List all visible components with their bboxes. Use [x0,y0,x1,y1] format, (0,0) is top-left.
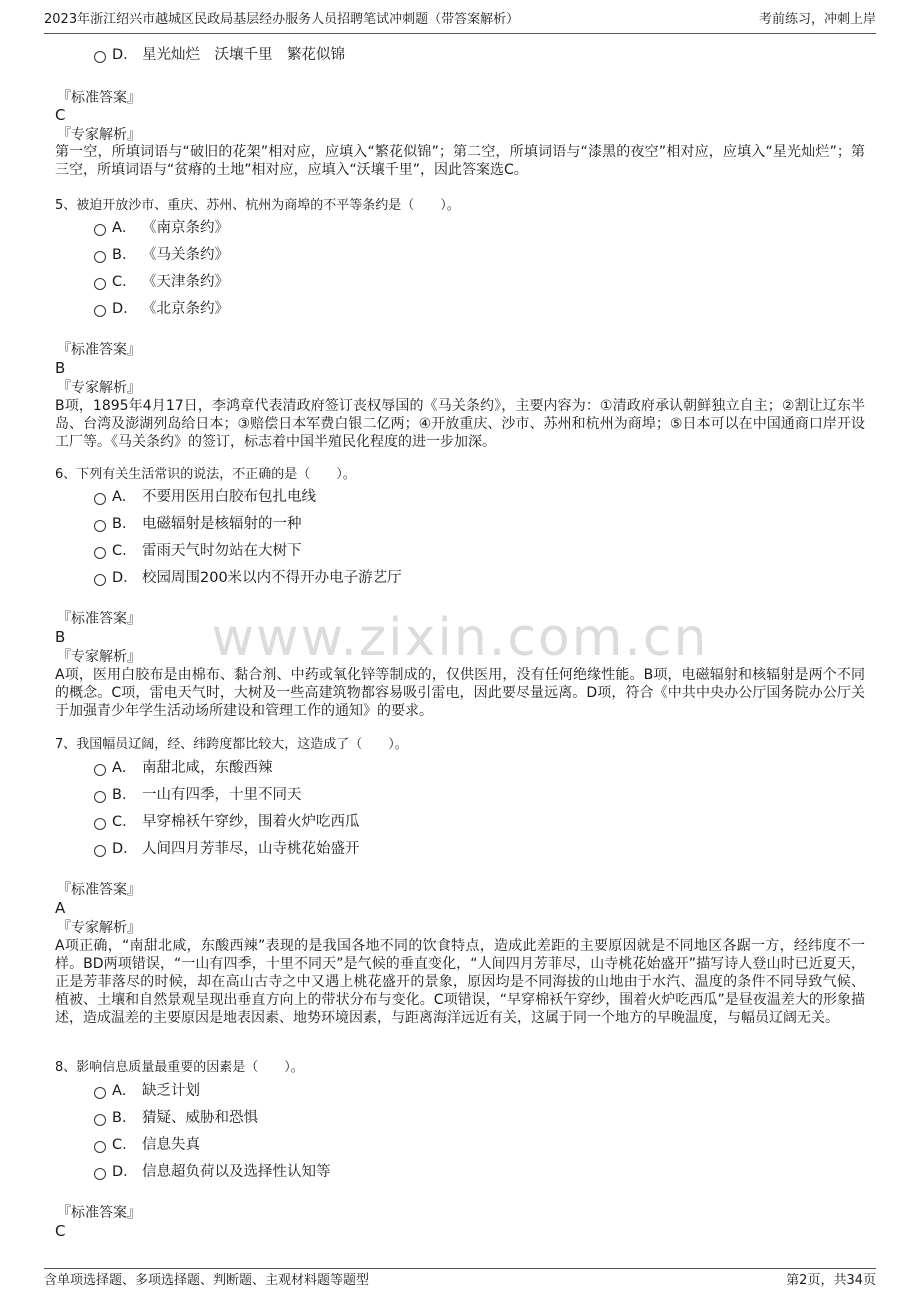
option-c[interactable]: C． 早穿棉袄午穿纱，围着火炉吃西瓜 [94,811,360,833]
option-d[interactable]: D． 校园周围200米以内不得开办电子游艺厅 [94,567,402,589]
expert-analysis-label: 『专家解析』 [57,920,141,936]
option-a[interactable]: A． 南甜北咸，东酸西辣 [94,757,273,779]
option-a[interactable]: A． 缺乏计划 [94,1080,200,1102]
watermark: www.zixin.com.cn [211,608,709,668]
radio-icon[interactable] [94,1114,106,1126]
radio-icon[interactable] [94,547,106,559]
option-a[interactable]: A． 不要用医用白胶布包扎电线 [94,486,316,508]
radio-icon[interactable] [94,51,106,63]
answer-value: B [55,359,66,377]
answer-value: C [55,106,66,124]
question-6: 6、下列有关生活常识的说法，不正确的是（ ）。 [55,467,356,482]
page-number: 第2页，共34页 [786,1273,876,1288]
document-title: 2023年浙江绍兴市越城区民政局基层经办服务人员招聘笔试冲刺题（带答案解析） [44,12,520,27]
expert-analysis-label: 『专家解析』 [57,649,141,665]
option-b[interactable]: B． 《马关条约》 [94,244,229,266]
expert-analysis-label: 『专家解析』 [57,380,141,396]
radio-icon[interactable] [94,791,106,803]
option-a[interactable]: A． 《南京条约》 [94,217,229,239]
option-b[interactable]: B． 猜疑、威胁和恐惧 [94,1107,258,1129]
option-d[interactable]: D． 人间四月芳菲尽，山寺桃花始盛开 [94,838,360,860]
standard-answer-label: 『标准答案』 [57,882,141,898]
answer-value: B [55,628,66,646]
radio-icon[interactable] [94,1141,106,1153]
radio-icon[interactable] [94,1087,106,1099]
option-d[interactable]: D． 信息超负荷以及选择性认知等 [94,1161,331,1183]
option-b[interactable]: B． 电磁辐射是核辐射的一种 [94,513,302,535]
option-b[interactable]: B． 一山有四季，十里不同天 [94,784,302,806]
answer-value: A [55,899,66,917]
analysis-text: A项正确，“南甜北咸，东酸西辣”表现的是我国各地不同的饮食特点，造成此差距的主要原因就是不同地区各踞一方，经纬度不一样。BD两项错误，“一山有四季，十里不同天”是气候的垂直变化，“人间四月芳菲尽，山寺桃花始盛开”描写诗人登山时已近夏天，正是芳菲落尽的时候，却在高山古寺之中又遇上桃花盛开的景象，原因均是不同海拔的山地由于水汽、温度的条件不同导致气候、植被、土壤和自然景观呈现出垂直方向上的带状分布与变化。C项错误，“早穿棉袄午穿纱，围着火炉吃西瓜”是昼夜温差大的形象描述，造成温差的主要原因是地表因素、地势环境因素，与距离海洋远近有关，这属于同一个地方的早晚温度，与幅员辽阔无关。 [55,938,865,1026]
radio-icon[interactable] [94,493,106,505]
question-7: 7、我国幅员辽阔，经、纬跨度都比较大，这造成了（ ）。 [55,737,408,752]
answer-value: C [55,1222,66,1240]
option-d[interactable]: D． 星光灿烂 沃壤千里 繁花似锦 [94,44,345,66]
radio-icon[interactable] [94,574,106,586]
standard-answer-label: 『标准答案』 [57,342,141,358]
radio-icon[interactable] [94,520,106,532]
option-c[interactable]: C． 雷雨天气时勿站在大树下 [94,540,302,562]
radio-icon[interactable] [94,845,106,857]
radio-icon[interactable] [94,818,106,830]
question-8: 8、影响信息质量最重要的因素是（ ）。 [55,1060,304,1075]
radio-icon[interactable] [94,764,106,776]
analysis-text: 第一空，所填词语与“破旧的花架”相对应，应填入“繁花似锦”；第二空，所填词语与“漆黑的夜空”相对应，应填入“星光灿烂”；第三空，所填词语与“贫瘠的土地”相对应，应填入“沃壤千里”，因此答案选C。 [55,144,865,178]
header-slogan: 考前练习，冲刺上岸 [758,12,876,27]
radio-icon[interactable] [94,278,106,290]
radio-icon[interactable] [94,251,106,263]
question-types-note: 含单项选择题、多项选择题、判断题、主观材料题等题型 [44,1273,370,1288]
expert-analysis-label: 『专家解析』 [57,127,141,143]
option-c[interactable]: C． 《天津条约》 [94,271,229,293]
option-d[interactable]: D． 《北京条约》 [94,298,229,320]
question-5: 5、被迫开放沙市、重庆、苏州、杭州为商埠的不平等条约是（ ）。 [55,198,460,213]
radio-icon[interactable] [94,224,106,236]
radio-icon[interactable] [94,305,106,317]
standard-answer-label: 『标准答案』 [57,1205,141,1221]
analysis-text: B项，1895年4月17日，李鸿章代表清政府签订丧权辱国的《马关条约》，主要内容为：①清政府承认朝鲜独立自主；②割让辽东半岛、台湾及澎湖列岛给日本；③赔偿日本军费白银二亿两；④开放重庆、沙市、苏州和杭州为商埠；⑤日本可以在中国通商口岸开设工厂等。《马关条约》的签订，标志着中国半殖民化程度的进一步加深。 [55,398,865,450]
option-c[interactable]: C． 信息失真 [94,1134,200,1156]
standard-answer-label: 『标准答案』 [57,611,141,627]
standard-answer-label: 『标准答案』 [57,90,141,106]
radio-icon[interactable] [94,1168,106,1180]
analysis-text: A项，医用白胶布是由棉布、黏合剂、中药或氧化锌等制成的，仅供医用，没有任何绝缘性能。B项，电磁辐射和核辐射是两个不同的概念。C项，雷电天气时，大树及一些高建筑物都容易吸引雷电，因此要尽量远离。D项，符合《中共中央办公厅国务院办公厅关于加强青少年学生活动场所建设和管理工作的通知》的要求。 [55,667,865,719]
